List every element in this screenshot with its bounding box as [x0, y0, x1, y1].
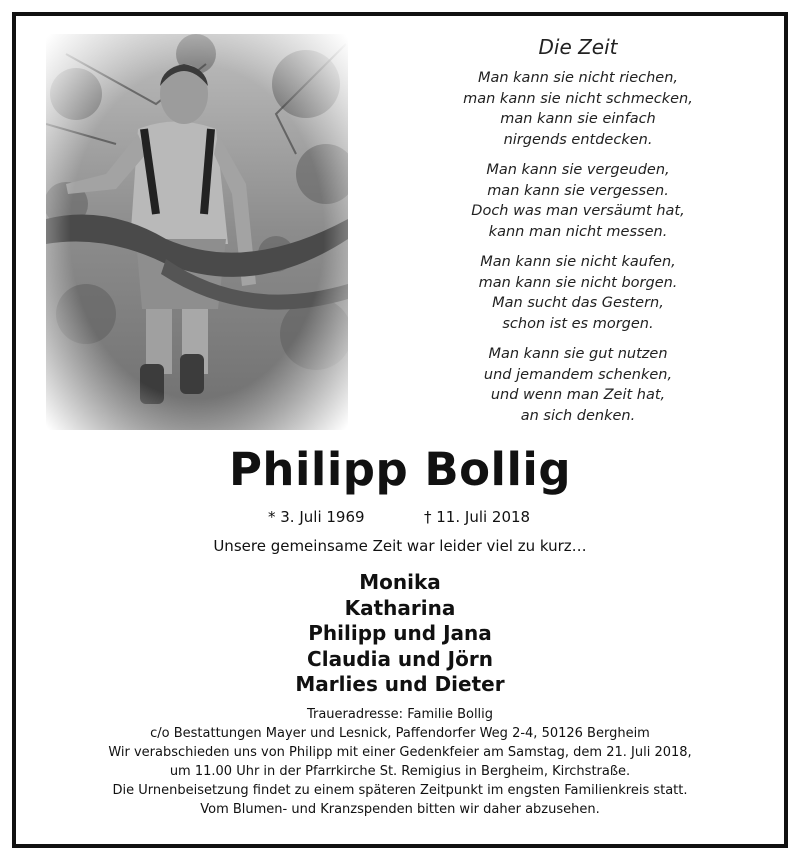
poem-stanza-4 [400, 344, 756, 426]
flowers-note: Vom Blumen- und Kranzspenden bitten wir daher abzusehen. [200, 802, 600, 817]
family-member: Katharina [344, 595, 456, 620]
mourning-address-line2: c/o Bestattungen Mayer und Lesnick, Paffendorfer Weg 2-4, 50126 Bergheim [150, 726, 650, 741]
poem-line: Man kann sie gut nutzen [488, 346, 668, 362]
poem-line: man kann sie nicht schmecken, [463, 90, 693, 107]
poem-line: kann man nicht messen. [488, 223, 668, 240]
poem-title: Die Zeit [538, 35, 618, 59]
poem-line: Man kann sie vergeuden, [486, 162, 670, 178]
poem-line: man kann sie nicht borgen. [478, 274, 678, 291]
poem [400, 34, 756, 436]
family-list [0, 570, 800, 698]
poem-line: nirgends entdecken. [503, 131, 653, 148]
poem-line: man kann sie vergessen. [487, 182, 669, 199]
ceremony-info: Wir verabschieden uns von Philipp mit einer Gedenkfeier am Samstag, dem 21. Juli 2018, [108, 745, 692, 760]
birth-date: * 3. Juli 1969 [268, 508, 365, 526]
poem-line: und jemandem schenken, [483, 366, 673, 383]
deceased-name: Philipp Bollig [228, 443, 572, 496]
poem-line: und wenn man Zeit hat, [490, 387, 666, 403]
poem-stanza-1 [400, 68, 756, 150]
poem-line: Doch was man versäumt hat, [471, 203, 685, 219]
death-date: † 11. Juli 2018 [424, 508, 531, 526]
poem-stanza-2 [400, 160, 756, 242]
poem-line: an sich denken. [520, 407, 636, 424]
ceremony-info-line2: um 11.00 Uhr in der Pfarrkirche St. Remigius in Bergheim, Kirchstraße. [169, 764, 631, 779]
memorial-quote: Unsere gemeinsame Zeit war leider viel zu kurz… [213, 537, 587, 555]
poem-line: man kann sie einfach [500, 111, 656, 127]
family-member: Marlies und Dieter [295, 672, 505, 696]
mourning-address: Traueradresse: Familie Bollig [306, 707, 494, 722]
poem-line: Man kann sie nicht kaufen, [480, 254, 676, 270]
poem-stanza-3 [400, 252, 756, 334]
family-member: Claudia und Jörn [307, 646, 493, 671]
funeral-details [0, 705, 800, 819]
family-member: Philipp und Jana [308, 621, 492, 645]
portrait-photo [46, 34, 348, 430]
poem-line: schon ist es morgen. [502, 315, 654, 332]
urn-burial-info: Die Urnenbeisetzung findet zu einem späteren Zeitpunkt im engsten Familienkreis statt. [112, 783, 688, 798]
family-member: Monika [359, 570, 441, 594]
poem-line: Man kann sie nicht riechen, [477, 70, 679, 86]
poem-line: Man sucht das Gestern, [492, 295, 664, 311]
